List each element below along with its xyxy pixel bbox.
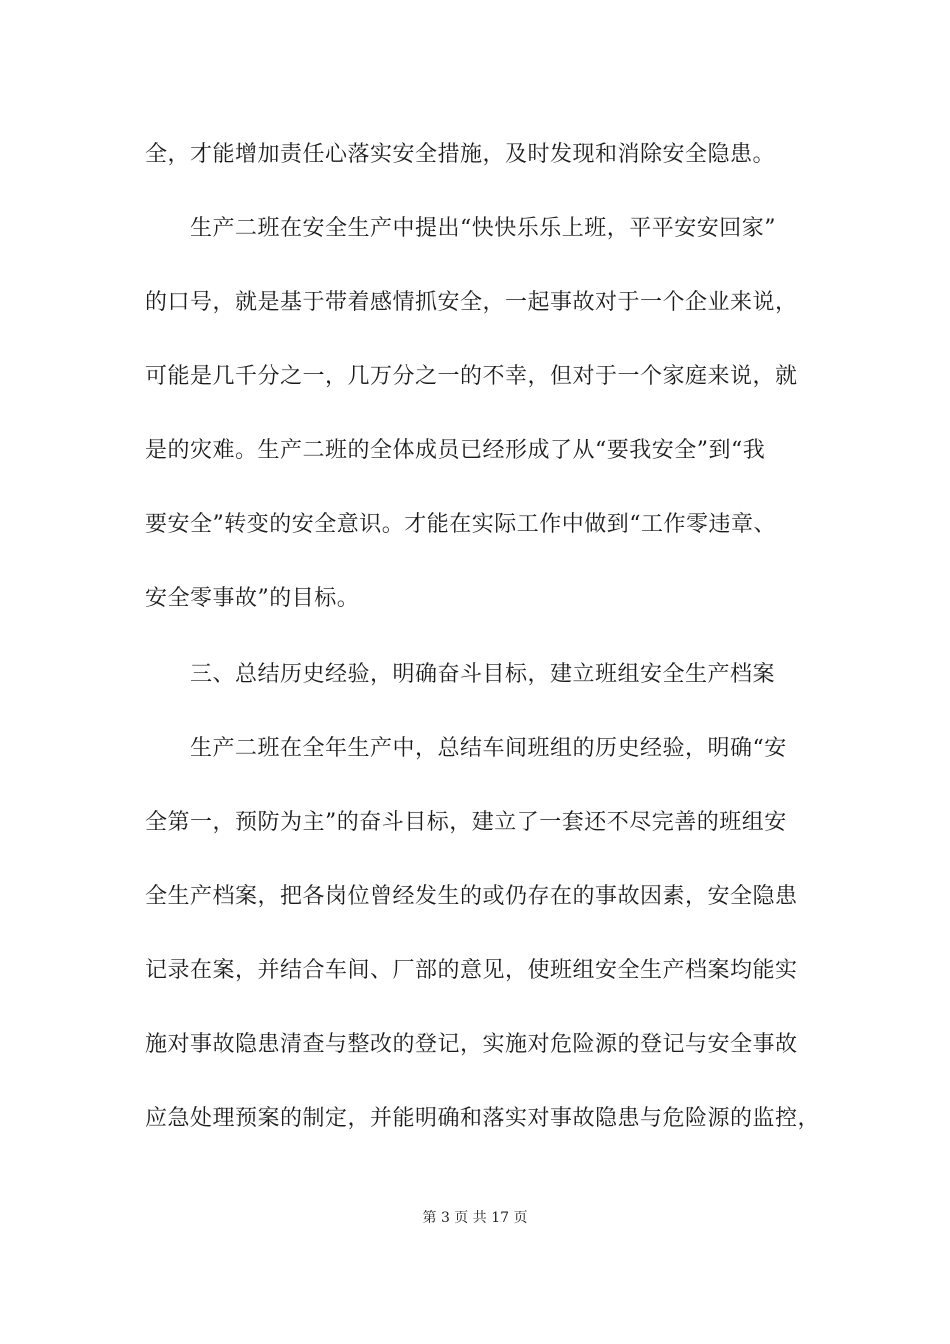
body-text-line: 记录在案，并结合车间、厂部的意见，使班组安全生产档案均能实 xyxy=(145,958,798,983)
body-text-line: 全第一，预防为主”的奋斗目标，建立了一套还不尽完善的班组安 xyxy=(145,810,787,835)
body-text-line: 可能是几千分之一，几万分之一的不幸，但对于一个家庭来说，就 xyxy=(145,364,798,389)
body-text-line: 安全零事故”的目标。 xyxy=(145,586,360,611)
body-text-line: 施对事故隐患清查与整改的登记，实施对危险源的登记与安全事故 xyxy=(145,1032,798,1057)
body-text-line: 应急处理预案的制定，并能明确和落实对事故隐患与危险源的监控， xyxy=(145,1106,821,1131)
section-heading: 三、总结历史经验，明确奋斗目标，建立班组安全生产档案 xyxy=(190,662,776,687)
body-text-line: 要安全”转变的安全意识。才能在实际工作中做到“工作零违章、 xyxy=(145,512,776,537)
body-text-line: 全，才能增加责任心落实安全措施，及时发现和消除安全隐患。 xyxy=(145,142,776,167)
body-text-line: 生产二班在全年生产中，总结车间班组的历史经验，明确“安 xyxy=(190,736,787,761)
page-number-footer: 第 3 页 共 17 页 xyxy=(422,1210,528,1226)
body-text-line: 的口号，就是基于带着感情抓安全，一起事故对于一个企业来说， xyxy=(145,290,798,315)
body-text-line: 全生产档案，把各岗位曾经发生的或仍存在的事故因素，安全隐患 xyxy=(145,884,798,909)
body-text-line: 是的灾难。生产二班的全体成员已经形成了从“要我安全”到“我 xyxy=(145,438,766,463)
body-text-line: 生产二班在安全生产中提出“快快乐乐上班，平平安安回家” xyxy=(190,216,776,241)
